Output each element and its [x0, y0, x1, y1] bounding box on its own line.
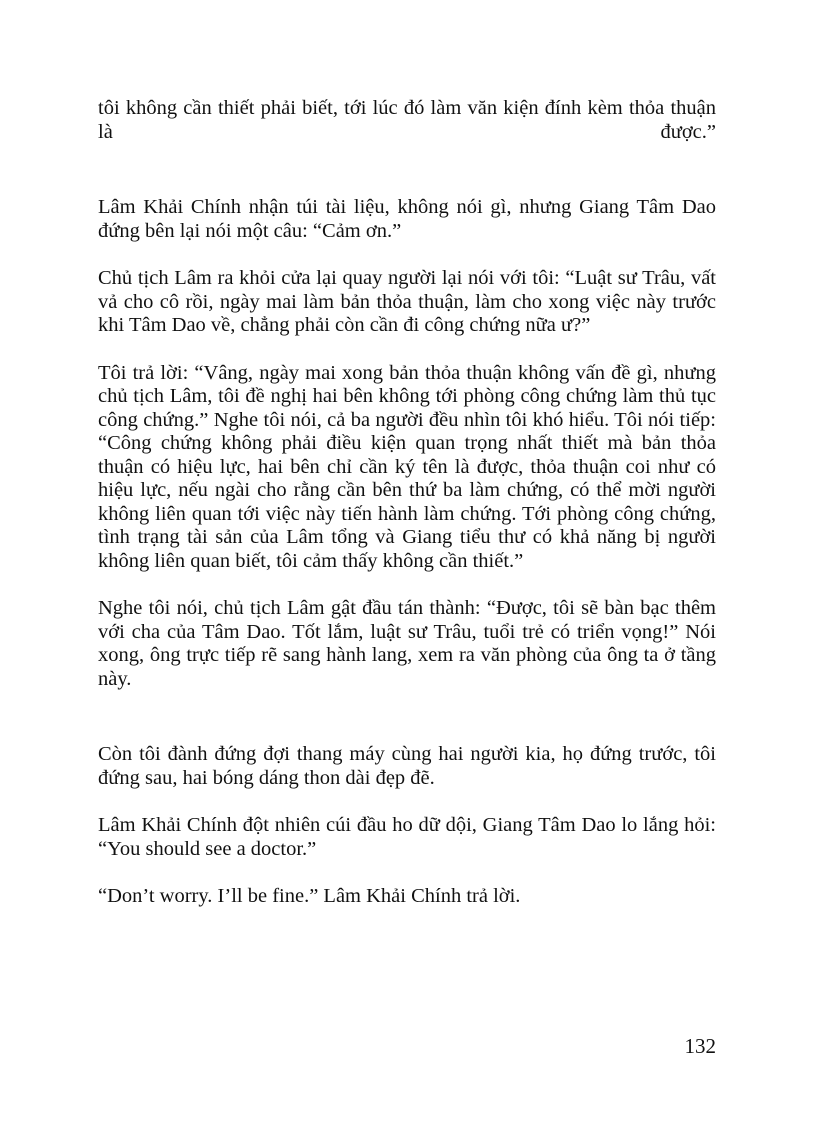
paragraph-8: “Don’t worry. I’ll be fine.” Lâm Khải Chính trả lời.	[98, 885, 521, 907]
paragraph-5: Nghe tôi nói, chủ tịch Lâm gật đầu tán thành: “Được, tôi sẽ bàn bạc thêm với cha của Tâm Dao. Tốt lắm, luật sư Trâu, tuổi trẻ có triển vọng!” Nói xong, ông trực tiếp rẽ sang hành lang, xem ra văn phòng của ông ta ở tầng này.	[98, 597, 716, 690]
paragraph-1: tôi không cần thiết phải biết, tới lúc đó làm văn kiện đính kèm thỏa thuận là được.”	[98, 97, 716, 143]
paragraph-4: Tôi trả lời: “Vâng, ngày mai xong bản thỏa thuận không vấn đề gì, nhưng chủ tịch Lâm, tôi đề nghị hai bên không tới phòng công chứng làm thủ tục công chứng.” Nghe tôi nói, cả ba người đều nhìn tôi khó hiểu. Tôi nói tiếp: “Công chứng không phải điều kiện quan trọng nhất thiết mà bản thỏa thuận có hiệu lực, hai bên chỉ cần ký tên là được, thỏa thuận coi như có hiệu lực, nếu ngài cho rằng cần bên thứ ba làm chứng, có thể mời người không liên quan tới việc này tiến hành làm chứng. Tới phòng công chứng, tình trạng tài sản của Lâm tổng và Giang tiểu thư có khả năng bị người không liên quan biết, tôi cảm thấy không cần thiết.”	[98, 361, 716, 572]
paragraph-2: Lâm Khải Chính nhận túi tài liệu, không nói gì, nhưng Giang Tâm Dao đứng bên lại nói một câu: “Cảm ơn.”	[98, 196, 716, 242]
page-number: 132	[684, 1034, 716, 1058]
paragraph-3: Chủ tịch Lâm ra khỏi cửa lại quay người lại nói với tôi: “Luật sư Trâu, vất vả cho cô rồi, ngày mai làm bản thỏa thuận, làm cho xong việc này trước khi Tâm Dao về, chẳng phải còn cần đi công chứng nữa ư?”	[98, 267, 716, 336]
paragraph-6: Còn tôi đành đứng đợi thang máy cùng hai người kia, họ đứng trước, tôi đứng sau, hai bóng dáng thon dài đẹp đẽ.	[98, 743, 716, 789]
body-text	[98, 97, 716, 909]
paragraph-7: Lâm Khải Chính đột nhiên cúi đầu ho dữ dội, Giang Tâm Dao lo lắng hỏi: “You should see a doctor.”	[98, 814, 716, 860]
